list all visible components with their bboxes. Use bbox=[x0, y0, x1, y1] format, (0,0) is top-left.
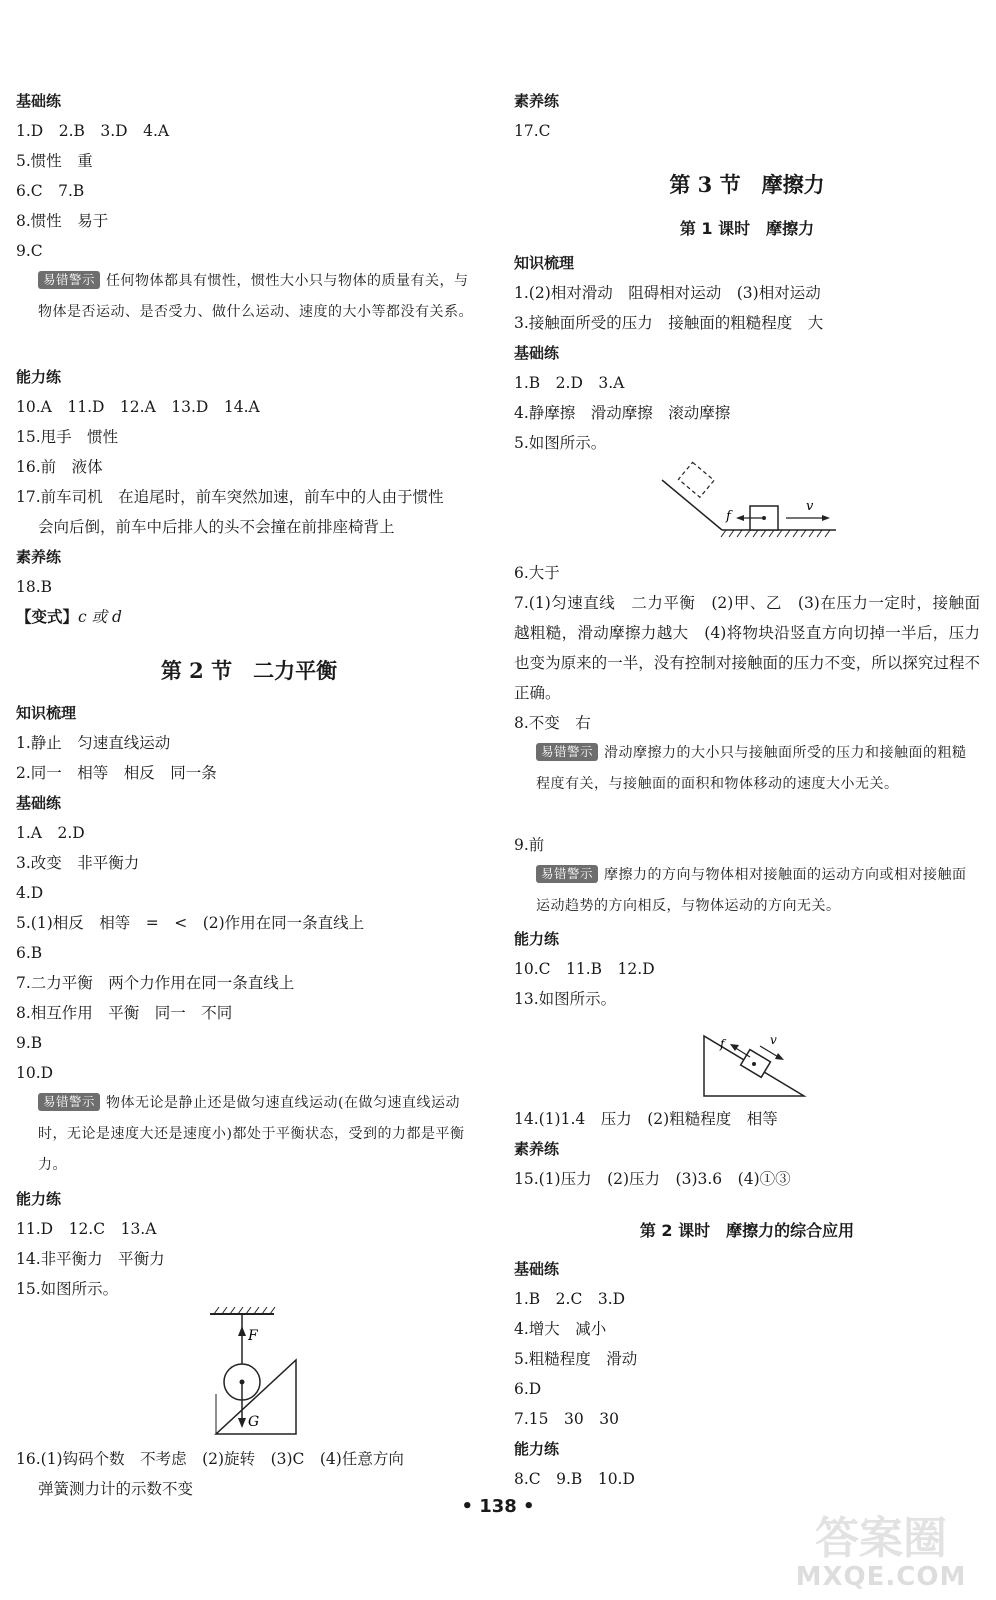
heading-literacy: 素养练 bbox=[514, 1140, 560, 1158]
force-label-G: G bbox=[248, 1414, 260, 1430]
warning-note bbox=[16, 266, 482, 362]
warning-text: 滑动摩擦力的大小只与接触面所受的压力和接触面的粗糙程度有关，与接触面的面积和物体移动的速度大小无关。 bbox=[536, 745, 967, 792]
incline-friction-diagram bbox=[514, 1014, 980, 1104]
answer-line: 5.如图所示。 bbox=[514, 434, 607, 452]
warning-text: 任何物体都具有惯性，惯性大小只与物体的质量有关，与物体是否运动、是否受力、做什么运动、速度的大小等都没有关系。 bbox=[38, 273, 473, 320]
right-column bbox=[514, 86, 980, 1494]
section-title: 第 3 节 摩擦力 bbox=[669, 172, 825, 197]
figure-slide-block bbox=[514, 458, 980, 558]
force-label-F: F bbox=[248, 1328, 258, 1344]
answer-line: 5.粗糙程度 滑动 bbox=[514, 1350, 638, 1368]
answer-line: 6.D bbox=[514, 1380, 542, 1398]
velocity-label-v: v bbox=[770, 1033, 777, 1047]
heading-basic: 基础练 bbox=[514, 1260, 560, 1278]
heading-ability: 能力练 bbox=[16, 1190, 62, 1208]
answer-line: 10.A 11.D 12.A 13.D 14.A bbox=[16, 398, 260, 416]
pulley-diagram bbox=[16, 1304, 482, 1444]
answer-line: 6.B bbox=[16, 944, 43, 962]
answer-line: 15.如图所示。 bbox=[16, 1280, 119, 1298]
answer-line: 18.B bbox=[16, 578, 53, 596]
answer-line: 5.惯性 重 bbox=[16, 152, 93, 170]
answer-line: 9.C bbox=[16, 242, 43, 260]
answer-line: 17.前车司机 在追尾时，前车突然加速，前车中的人由于惯性 bbox=[16, 488, 444, 506]
answer-line: 3.改变 非平衡力 bbox=[16, 854, 140, 872]
heading-ability: 能力练 bbox=[514, 930, 560, 948]
answer-line: 17.C bbox=[514, 122, 551, 140]
answer-line: 4.静摩擦 滑动摩擦 滚动摩擦 bbox=[514, 404, 731, 422]
warning-note bbox=[514, 738, 980, 830]
answer-line: 7.二力平衡 两个力作用在同一条直线上 bbox=[16, 974, 295, 992]
answer-line: 15.(1)压力 (2)压力 (3)3.6 (4)①③ bbox=[514, 1170, 791, 1188]
answer-line: 8.惯性 易于 bbox=[16, 212, 109, 230]
heading-ability: 能力练 bbox=[16, 368, 62, 386]
friction-label-f: f bbox=[726, 509, 731, 524]
heading-ability: 能力练 bbox=[514, 1440, 560, 1458]
answer-line: 4.增大 减小 bbox=[514, 1320, 607, 1338]
figure-incline-block bbox=[514, 1014, 980, 1104]
answer-line: 1.(2)相对滑动 阻碍相对运动 (3)相对运动 bbox=[514, 284, 821, 302]
answer-line: 13.如图所示。 bbox=[514, 990, 617, 1008]
answer-line: 14.(1)1.4 压力 (2)粗糙程度 相等 bbox=[514, 1110, 778, 1128]
warning-note bbox=[514, 860, 980, 924]
answer-line: 10.D bbox=[16, 1064, 54, 1082]
answer-line: 7.15 30 30 bbox=[514, 1410, 619, 1428]
answer-line: 1.静止 匀速直线运动 bbox=[16, 734, 171, 752]
answer-line: 16.(1)钩码个数 不考虑 (2)旋转 (3)C (4)任意方向 bbox=[16, 1450, 404, 1468]
answer-line: 9.B bbox=[16, 1034, 43, 1052]
variant-tag: 【变式】 bbox=[16, 607, 79, 626]
heading-literacy: 素养练 bbox=[514, 92, 560, 110]
warning-tag: 易错警示 bbox=[38, 271, 100, 289]
answer-line: 弹簧测力计的示数不变 bbox=[38, 1480, 194, 1498]
heading-knowledge: 知识梳理 bbox=[514, 254, 575, 272]
answer-line: 6.C 7.B bbox=[16, 182, 85, 200]
answer-line: 4.D bbox=[16, 884, 44, 902]
answer-line: 14.非平衡力 平衡力 bbox=[16, 1250, 165, 1268]
slide-friction-diagram bbox=[514, 458, 980, 558]
answer-line: 5.(1)相反 相等 = < (2)作用在同一条直线上 bbox=[16, 914, 365, 932]
answer-line: 15.甩手 惯性 bbox=[16, 428, 119, 446]
watermark-logo-text: 答案圈 bbox=[815, 1513, 947, 1564]
left-column bbox=[16, 86, 482, 1504]
answer-line: 1.D 2.B 3.D 4.A bbox=[16, 122, 170, 140]
lesson-title: 第 2 课时 摩擦力的综合应用 bbox=[639, 1221, 855, 1240]
section-title: 第 2 节 二力平衡 bbox=[160, 658, 338, 683]
friction-label-f: f bbox=[720, 1037, 725, 1051]
variant-text: c 或 d bbox=[78, 608, 122, 626]
warning-note bbox=[16, 1088, 482, 1184]
answer-line: 2.同一 相等 相反 同一条 bbox=[16, 764, 217, 782]
answer-line: 1.B 2.D 3.A bbox=[514, 374, 625, 392]
answer-line: 3.接触面所受的压力 接触面的粗糙程度 大 bbox=[514, 314, 824, 332]
page-number: • 138 • bbox=[461, 1496, 535, 1517]
answer-line: 8.不变 右 bbox=[514, 714, 591, 732]
watermark bbox=[786, 1502, 976, 1592]
variant-line bbox=[16, 602, 482, 632]
lesson-title: 第 1 课时 摩擦力 bbox=[679, 219, 815, 238]
warning-tag: 易错警示 bbox=[536, 865, 598, 883]
warning-tag: 易错警示 bbox=[536, 743, 598, 761]
answer-line: 8.相互作用 平衡 同一 不同 bbox=[16, 1004, 233, 1022]
answer-line: 11.D 12.C 13.A bbox=[16, 1220, 157, 1238]
velocity-label-v: v bbox=[806, 499, 814, 514]
answer-line: 16.前 液体 bbox=[16, 458, 103, 476]
heading-basic: 基础练 bbox=[16, 92, 62, 110]
answer-line: 1.A 2.D bbox=[16, 824, 85, 842]
figure-pulley-balance bbox=[16, 1304, 482, 1444]
heading-knowledge: 知识梳理 bbox=[16, 704, 77, 722]
warning-text: 摩擦力的方向与物体相对接触面的运动方向或相对接触面运动趋势的方向相反，与物体运动的方向无关。 bbox=[536, 867, 967, 914]
warning-text: 物体无论是静止还是做匀速直线运动(在做匀速直线运动时，无论是速度大还是速度小)都处于平衡状态，受到的力都是平衡力。 bbox=[38, 1095, 465, 1173]
answer-paragraph: 7.(1)匀速直线 二力平衡 (2)甲、乙 (3)在压力一定时，接触面越粗糙，滑动摩擦力越大 (4)将物块沿竖直方向切掉一半后，压力也变为原来的一半，没有控制对接触面的压力不变，所以探究过程不正确。 bbox=[514, 594, 980, 702]
answer-line: 9.前 bbox=[514, 836, 545, 854]
answer-line: 1.B 2.C 3.D bbox=[514, 1290, 626, 1308]
heading-literacy: 素养练 bbox=[16, 548, 62, 566]
answer-line: 会向后倒，前车中后排人的头不会撞在前排座椅背上 bbox=[38, 518, 395, 536]
watermark-url: MXQE.COM bbox=[795, 1562, 967, 1592]
answer-line: 8.C 9.B 10.D bbox=[514, 1470, 635, 1488]
answer-line: 6.大于 bbox=[514, 564, 560, 582]
answer-line: 10.C 11.B 12.D bbox=[514, 960, 655, 978]
heading-basic: 基础练 bbox=[16, 794, 62, 812]
heading-basic: 基础练 bbox=[514, 344, 560, 362]
warning-tag: 易错警示 bbox=[38, 1093, 100, 1111]
